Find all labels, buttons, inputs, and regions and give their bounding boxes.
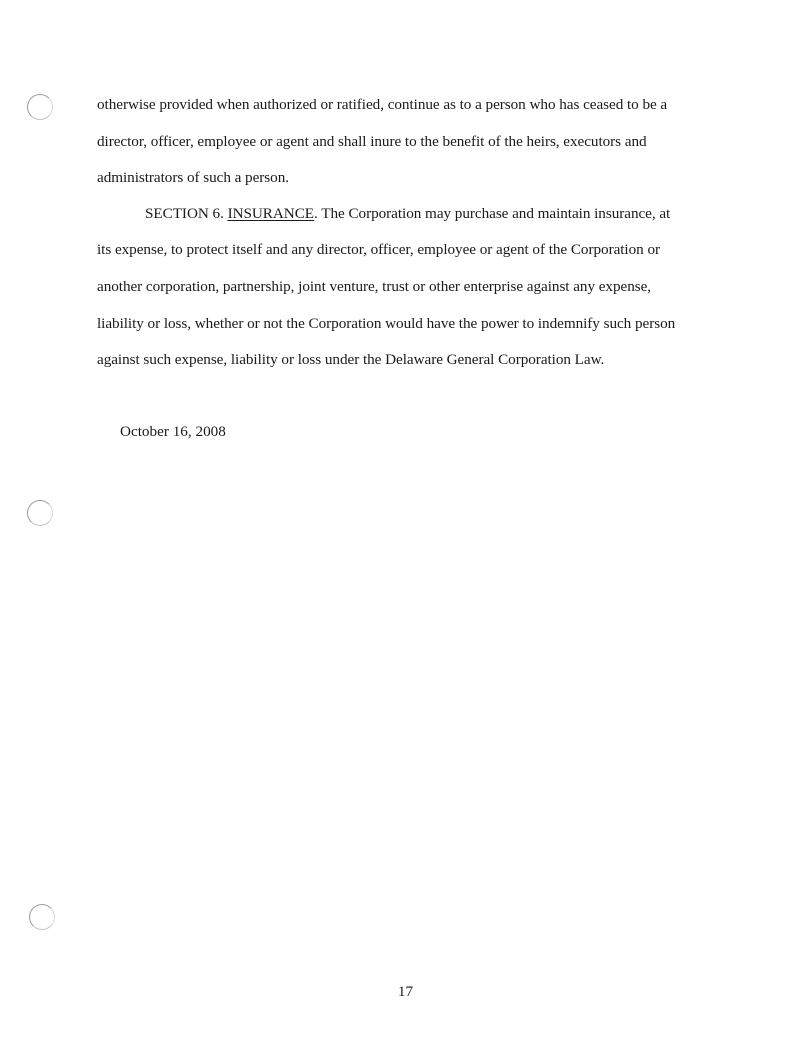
punch-hole-middle — [27, 500, 53, 526]
section-6-first-line-text: . The Corporation may purchase and maintain insurance, at — [314, 205, 671, 222]
section-6-heading: INSURANCE — [227, 205, 315, 222]
punch-hole-top — [27, 94, 53, 120]
body-text-line: liability or loss, whether or not the Corporation would have the power to indemnify such person — [97, 315, 676, 332]
body-text-line: against such expense, liability or loss under the Delaware General Corporation Law. — [97, 351, 605, 368]
document-date: October 16, 2008 — [120, 423, 226, 440]
body-text-line: director, officer, employee or agent and shall inure to the benefit of the heirs, executors and — [97, 133, 647, 150]
section-6-first-line — [145, 206, 670, 221]
body-text-line: administrators of such a person. — [97, 169, 289, 186]
punch-hole-bottom — [29, 904, 55, 930]
body-text-line: another corporation, partnership, joint venture, trust or other enterprise against any expense, — [97, 278, 652, 295]
body-text-line: otherwise provided when authorized or ratified, continue as to a person who has ceased to be a — [97, 96, 668, 113]
section-6-number: SECTION 6. — [145, 205, 228, 222]
page-number: 17 — [397, 983, 414, 1000]
body-text-line: its expense, to protect itself and any director, officer, employee or agent of the Corporation or — [97, 241, 660, 258]
